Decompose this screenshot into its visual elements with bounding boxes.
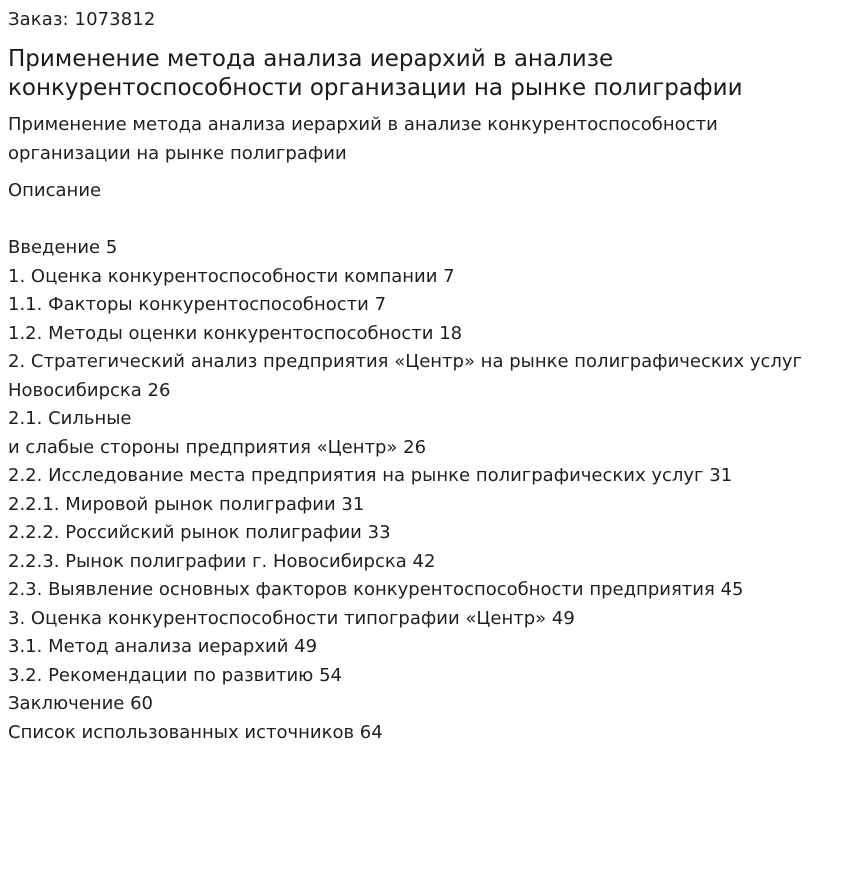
- toc-item: [8, 291, 839, 320]
- toc-item-page: 64: [359, 721, 383, 743]
- toc-item-page: 49: [551, 607, 575, 629]
- toc-item-page: 26: [147, 379, 171, 401]
- toc-item: [8, 662, 839, 691]
- toc-item-page: 33: [367, 522, 391, 543]
- toc-item-text: 3.1. Метод анализа иерархий: [8, 636, 289, 657]
- toc-item: [8, 462, 839, 491]
- toc-item-page: 18: [439, 322, 463, 344]
- toc-item-page: 42: [412, 550, 436, 572]
- toc-item: [8, 633, 839, 662]
- toc-item: [8, 434, 839, 463]
- toc-item-text: 3.2. Рекомендации по развитию: [8, 664, 314, 686]
- toc-item: [8, 348, 839, 405]
- toc-item-text: 2.2.2. Российский рынок полиграфии: [8, 522, 362, 543]
- toc-item-page: 7: [374, 294, 387, 315]
- toc-item-page: 31: [709, 465, 733, 486]
- toc-item-page: 31: [341, 493, 365, 515]
- toc-item-text: 1.1. Факторы конкурентоспособности: [8, 294, 369, 315]
- toc-item-text: 2.2. Исследование места предприятия на рынке полиграфических услуг: [8, 465, 704, 486]
- document-subtitle: Применение метода анализа иерархий в анализе конкурентоспособности организации на рынке полиграфии: [8, 114, 718, 164]
- order-number: Заказ: 1073812: [8, 9, 156, 30]
- toc-item: [8, 405, 839, 434]
- toc-item-text: 2.2.1. Мировой рынок полиграфии: [8, 493, 336, 515]
- toc-item: [8, 491, 839, 520]
- toc-item: [8, 548, 839, 577]
- toc-item-page: 54: [319, 664, 342, 686]
- toc-item-page: 49: [294, 636, 318, 657]
- toc-item: [8, 605, 839, 634]
- toc-item-page: 26: [403, 436, 427, 458]
- toc-item-text: и слабые стороны предприятия «Центр»: [8, 436, 398, 458]
- toc-item-text: Введение: [8, 237, 101, 258]
- description-heading: Описание: [8, 180, 102, 201]
- toc-item-page: 60: [130, 693, 153, 714]
- toc-item-text: Заключение: [8, 693, 125, 714]
- toc-item: [8, 320, 839, 349]
- toc-item-text: 2.1. Сильные: [8, 408, 132, 429]
- toc-item-text: 2.3. Выявление основных факторов конкурентоспособности предприятия: [8, 579, 715, 600]
- toc-item-text: 2. Стратегический анализ предприятия «Центр» на рынке полиграфических услуг Новосибирска: [8, 351, 802, 401]
- toc-item: [8, 263, 839, 292]
- toc-item-page: 45: [720, 579, 744, 600]
- toc-item-page: 5: [105, 237, 118, 258]
- toc-item-text: 1. Оценка конкурентоспособности компании: [8, 265, 438, 287]
- toc-item-page: 7: [443, 265, 455, 287]
- toc-item: [8, 234, 839, 263]
- toc-item-text: 3. Оценка конкурентоспособности типографии «Центр»: [8, 607, 547, 629]
- table-of-contents: [8, 234, 839, 747]
- toc-item-text: Список использованных источников: [8, 721, 355, 743]
- document-title: Применение метода анализа иерархий в анализе конкурентоспособности организации на рынке полиграфии: [8, 46, 743, 101]
- toc-item: [8, 719, 839, 748]
- toc-item: [8, 576, 839, 605]
- toc-item-text: 1.2. Методы оценки конкурентоспособности: [8, 322, 434, 344]
- toc-item: [8, 519, 839, 548]
- toc-item: [8, 690, 839, 719]
- toc-item-text: 2.2.3. Рынок полиграфии г. Новосибирска: [8, 550, 407, 572]
